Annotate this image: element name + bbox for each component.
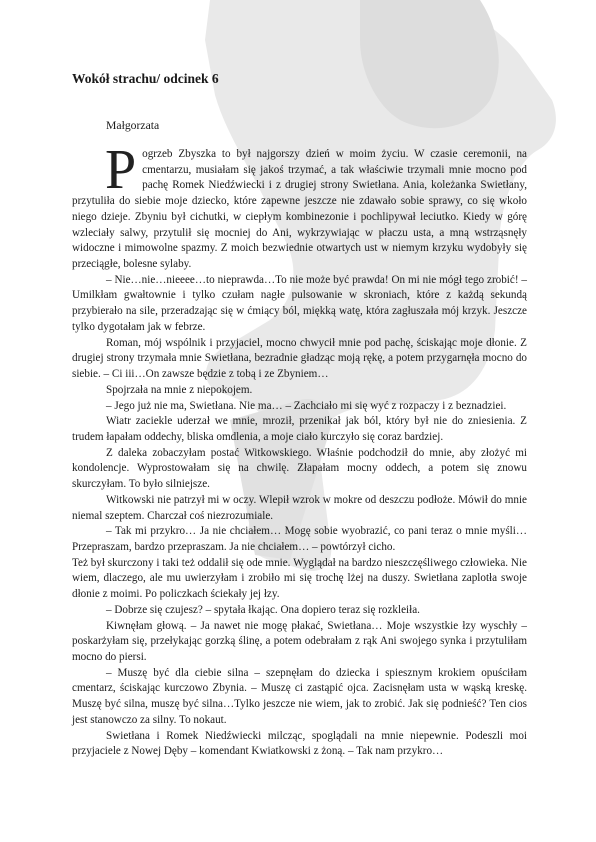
paragraph: – Muszę być dla ciebie silna – szepnęłam do dziecka i spiesznym krokiem opuściłam cmentarz, ściskając kurczowo Zbynia. – Muszę ci zastąpić ojca. Zacisnęłam usta w wąską kreskę. Muszę być silna, muszę być silna…Tylko jeszcze nie wiem, jak to zrobić. Jak się podnieść? Ten cios jest stanowczo za silny. To nokaut.: [72, 666, 527, 726]
paragraph: – Jego już nie ma, Swietłana. Nie ma… – Zachciało mi się wyć z rozpaczy i z beznadziei.: [106, 399, 507, 412]
paragraph: – Nie…nie…nieeee…to nieprawda…To nie może być prawda! On mi nie mógł tego zrobić! – Umilkłam gwałtownie i tylko czułam nagłe pulsowanie w skroniach, które z każdą sekundą przybierało na sile, przeradzając się w ćmiący ból, miękką watę, która zagłuszała mój krzyk. Jeszcze tylko dygotałam jak w febrze.: [72, 273, 527, 333]
paragraph: Też był skurczony i taki też oddalił się ode mnie. Wyglądał na bardzo nieszczęśliwego człowieka. Nie wiem, dlaczego, ale mu uwierzyłam i zrobiło mi się trochę lżej na duszy. Swietłana zaplotła swoje dłonie z moimi. Po policzkach ściekały jej łzy.: [72, 556, 527, 601]
author-name: Małgorzata: [106, 119, 160, 132]
paragraph: Z daleka zobaczyłam postać Witkowskiego. Właśnie podchodził do mnie, aby złożyć mi kondolencje. Wyprostowałam się na chwilę. Złapałam mocny oddech, a potem się znowu skurczyłam. To było silniejsze.: [72, 446, 527, 491]
paragraph: Roman, mój wspólnik i przyjaciel, mocno chwycił mnie pod pachę, ściskając moje dłonie. Z drugiej strony trzymała mnie Swietłana, bezradnie gładząc moją rękę, a potem przygarnęła mocno do siebie. – Ci iii…On zawsze będzie z tobą i ze Zbyniem…: [72, 336, 527, 381]
paragraph: Wiatr zaciekle uderzał we mnie, mroził, przenikał jak ból, który był nie do zniesienia. Z trudem łapałam oddechy, bliska omdlenia, a moje ciało kurczyło się coraz bardziej.: [72, 415, 527, 443]
story-body: [72, 139, 527, 760]
paragraph: Spojrzała na mnie z niepokojem.: [106, 383, 253, 396]
drop-cap: P: [105, 139, 137, 201]
title-series: Wokół strachu/: [72, 71, 161, 86]
title-episode: odcinek 6: [160, 71, 219, 86]
paragraph: – Tak mi przykro… Ja nie chciałem… Mogę sobie wyobrazić, co pani teraz o mnie myśli…Przepraszam, bardzo przepraszam. Ja nie chciałem… – powtórzył cicho.: [72, 525, 527, 553]
page-title: [72, 71, 219, 87]
paragraph: Witkowski nie patrzył mi w oczy. Wlepił wzrok w mokre od deszczu podłoże. Mówił do mnie niemal szeptem. Charczał coś niezrozumiale.: [72, 493, 527, 522]
opening-paragraph: [72, 139, 527, 273]
paragraph: Swietłana i Romek Niedźwiecki milcząc, spoglądali na mnie niepewnie. Podeszli moi przyjaciele z Nowej Dęby – komendant Kwiatkowski z żoną. – Tak nam przykro…: [72, 729, 527, 758]
paragraph: – Dobrze się czujesz? – spytała łkając. Ona dopiero teraz się rozkleiła.: [106, 603, 420, 616]
opening-text: ogrzeb Zbyszka to był najgorszy dzień w moim życiu. W czasie ceremonii, na cmentarzu, musiałam się jakoś trzymać, a tak właściwie trzymali mnie mocno pod pachę Romek Niedźwiecki i z drugiej strony Swietłana. Ania, koleżanka Swietłany, przytuliła do siebie moje dziecko, które zapewne jeszcze nie zdawało sobie sprawy, co się wkoło niego dzieje. Zbyniu był cichutki, w ciepłym kombinezonie i pochlipywał leciutko. Kiedy w górę wzleciały salwy, przytulił się mocniej do Ani, wykrzywiając w płaczu usta, a mną wstrząsnęły widoczne i mimowolne spazmy. Z moich bezwiednie otwartych ust w niemym krzyku wydobyły się przeciągłe, bolesne sylaby.: [72, 148, 527, 271]
paragraph: Kiwnęłam głową. – Ja nawet nie mogę płakać, Swietłana… Moje wszystkie łzy wyschły – poskarżyłam się, przełykając gorzką ślinę, a potem odebrałam z rąk Ani swojego synka i przytuliłam mocno do piersi.: [72, 619, 527, 663]
